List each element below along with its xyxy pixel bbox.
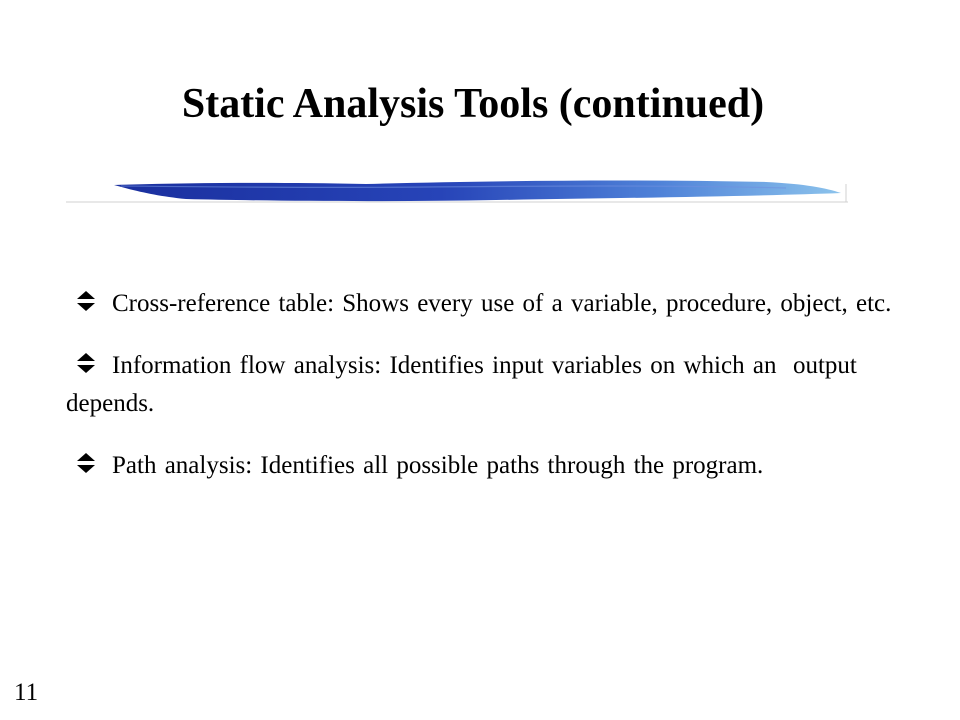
list-item (66, 285, 906, 323)
bullet-list (66, 285, 906, 485)
bullet-text: Cross-reference table: Shows every use of a variable, procedure, object, etc. (112, 290, 892, 317)
slide-title: Static Analysis Tools (continued) (181, 81, 765, 127)
slide-number: 11 (14, 679, 39, 706)
bullet-text: Information flow analysis: Identifies input variables on which an output depends. (66, 352, 866, 417)
list-item (66, 447, 906, 485)
title-underline-brush (66, 176, 848, 210)
up-down-arrow-icon (74, 452, 98, 474)
up-down-arrow-icon (74, 352, 98, 374)
list-item (66, 347, 906, 423)
up-down-arrow-icon (74, 290, 98, 312)
bullet-text: Path analysis: Identifies all possible paths through the program. (112, 452, 764, 479)
